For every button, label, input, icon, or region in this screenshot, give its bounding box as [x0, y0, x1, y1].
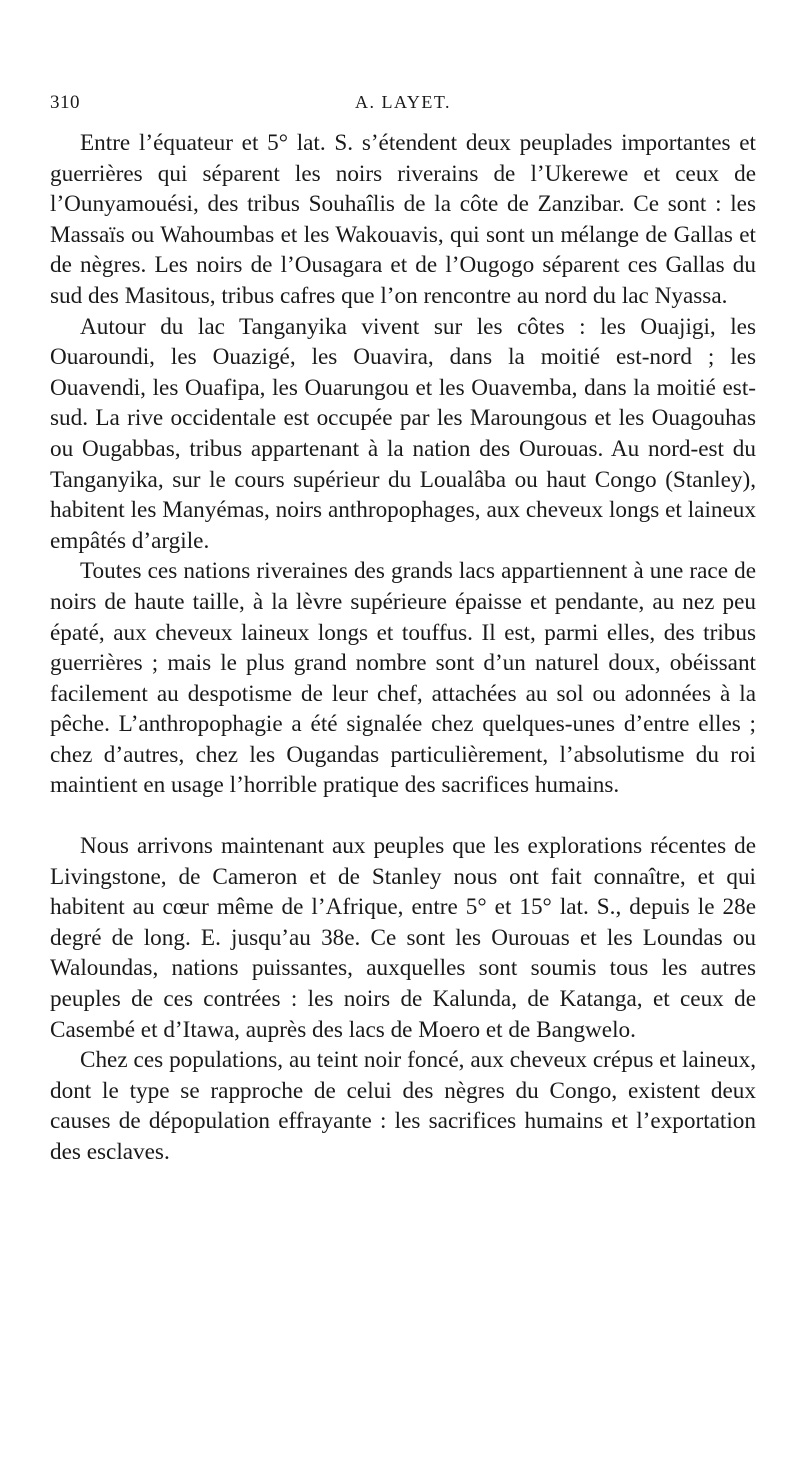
running-title: A. LAYET. — [355, 92, 451, 112]
book-page — [50, 92, 756, 1168]
running-header — [50, 92, 756, 122]
body-text — [50, 128, 756, 1168]
page-number: 310 — [50, 92, 80, 113]
paragraph-4: Nous arrivons maintenant aux peuples que les explorations récentes de Livingstone, de Cameron et de Stanley nous ont fait connaître, et qui habitent au cœur même de l’Afrique, entre 5° et 15° lat. S., depuis le 28e degré de long. E. jusqu’au 38e. Ce sont les Ourouas et les Loundas ou Waloundas, nations puissantes, auxquelles sont soumis tous les autres peuples de ces contrées : les noirs de Kalunda, de Katanga, et ceux de Casembé et d’Itawa, auprès des lacs de Moero et de Bangwelo. — [50, 833, 756, 1043]
paragraph-5: Chez ces populations, au teint noir foncé, aux cheveux crépus et laineux, dont le type se rapproche de celui des nègres du Congo, existent deux causes de dépopulation effrayante : les sacrifices humains et l’exportation des esclaves. — [50, 1047, 756, 1165]
paragraph-3: Toutes ces nations riveraines des grands lacs appartiennent à une race de noirs de haute taille, à la lèvre supérieure épaisse et pendante, au nez peu épaté, aux cheveux laineux longs et touffus. Il est, parmi elles, des tribus guerrières ; mais le plus grand nombre sont d’un naturel doux, obéissant facilement au despotisme de leur chef, attachées au sol ou adonnées à la pêche. L’anthropophagie a été signalée chez quelques-unes d’entre elles ; chez d’autres, chez les Ougandas particulièrement, l’absolutisme du roi maintient en usage l’horrible pratique des sacrifices humains. — [50, 558, 756, 799]
paragraph-2: Autour du lac Tanganyika vivent sur les côtes : les Ouajigi, les Ouaroundi, les Ouazigé, les Ouavira, dans la moitié est-nord ; les Ouavendi, les Ouafipa, les Ouarungou et les Ouavemba, dans la moitié est-sud. La rive occidentale est occupée par les Maroungous et les Ouagouhas ou Ougabbas, tribus appartenant à la nation des Ourouas. Au nord-est du Tanganyika, sur le cours supérieur du Loualâba ou haut Congo (Stanley), habitent les Manyémas, noirs anthropophages, aux cheveux longs et laineux empâtés d’argile. — [50, 313, 756, 554]
paragraph-1: Entre l’équateur et 5° lat. S. s’étendent deux peuplades importantes et guerrières qui séparent les noirs riverains de l’Ukerewe et ceux de l’Ounyamouési, des tribus Souhaîlis de la côte de Zanzibar. Ce sont : les Massaïs ou Wahoumbas et les Wakouavis, qui sont un mélange de Gallas et de nègres. Les noirs de l’Ousagara et de l’Ougogo séparent ces Gallas du sud des Masitous, tribus cafres que l’on rencontre au nord du lac Nyassa. — [50, 130, 756, 309]
